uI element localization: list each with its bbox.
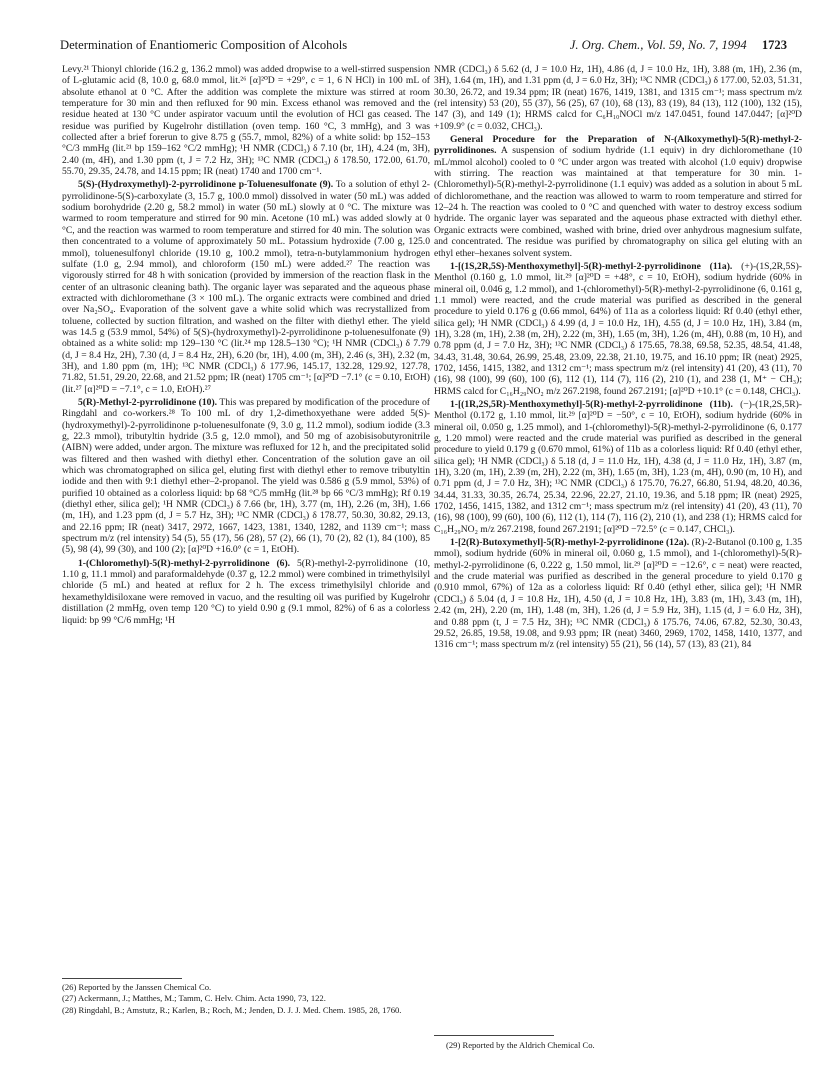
heading-general-procedure: General Procedure for the Preparation of N-(Alkoxymethyl)-5(R)-methyl-2-pyrrolidinones. xyxy=(434,134,802,157)
paragraph-glutamate-esterification: Levy.²¹ Thionyl chloride (16.2 g, 136.2 mmol) was added dropwise to a well-stirred suspension of L-glutamic acid (8, 10.0 g, 68.0 mmol, lit.²⁶ [α]²⁰D = +29°, c = 1, 6 N HCl) in 100 mL of absolute ethanol at 0 °C. After the addition was complete the mixture was stirred at room temperature for 30 min and then refluxed for 90 min. Excess ethanol was removed and the residue heated at 130 °C under aspirator vacuum until the evolution of HCl gas ceased. The residue was purified by Kugelrohr distillation (oven temp. 160 °C, 3 mmHg), and 3 was collected after a brief forerun to give 8.75 g (55.7, mmol, 82%) of a white solid: bp 152–153 °C/3 mmHg (lit.²¹ bp 159–162 °C/2 mmHg); ¹H NMR (CDCl₃) δ 7.10 (br, 1H), 4.24 (m, 3H), 2.40 (m, 4H), and 1.30 ppm (t, J = 7.2 Hz, 3H); ¹³C NMR (CDCl₃) δ 178.50, 172.00, 61.70, 55.70, 29.35, 24.78, and 14.15 ppm; IR (neat) 1740 and 1700 cm⁻¹. xyxy=(62,64,430,178)
body-tosylate-9: To a solution of ethyl 2-pyrrolidinone-5(S)-carboxylate (3, 15.7 g, 100.0 mmol) dissolved in water (50 mL) was added sodium borohydride (2.20 g, 58.2 mmol) in water (50 mL) slowly at 0 °C. The mixture was warmed to room temperature and stirred for 90 min. Acetone (10 mL) was added slowly at 0 °C, and the reaction was warmed to room temperature and stirred for 40 min. The solution was then concentrated to a volume of approximately 50 mL. Potassium hydroxide (7.00 g, 125.0 mmol), toluenesulfonyl chloride (19.10 g, 100.2 mmol), tetra-n-butylammonium hydrogen sulfate (1.0 g, 2.94 mmol), and chloroform (150 mL) were added.²⁷ The reaction was vigorously stirred for 48 h with sonication (provided by immersion of the reaction flask in the center of an ultrasonic cleaning bath). The organic layer was separated and the aqueous phase extracted with dichloromethane (3 × 100 mL). The organic extracts were combined and dried over Na₂SO₄. Evaporation of the solvent gave a white solid which was recrystallized from toluene, collected by suction filtration, and washed on the filter with diethyl ether. The yield was 14.5 g (53.9 mmol, 54%) of 5(S)-(hydroxymethyl)-2-pyrrolidinone p-toluenesulfonate (9) obtained as a white solid: mp 129–130 °C (lit.²⁴ mp 128.5–130 °C); ¹H NMR (CDCl₃) δ 7.79 (d, J = 8.4 Hz, 2H), 7.30 (d, J = 8.4 Hz, 2H), 6.20 (br, 1H), 4.00 (m, 3H), 2.46 (s, 3H), 2.32 (m, 3H), and 1.80 ppm (m, 1H); ¹³C NMR (CDCl₃) δ 177.96, 145.17, 132.28, 129.92, 127.78, 71.82, 51.51, 29.20, 22.68, and 21.52 ppm; IR (neat) 1705 cm⁻¹; [α]²⁰D −7.1° (c = 0.10, EtOH) (lit.²⁷ [α]²⁰D = −7.1°, c = 1.0, EtOH).²⁷ xyxy=(62,179,430,395)
footnote-27: (27) Ackermann, J.; Matthes, M.; Tamm, C. Helv. Chim. Acta 1990, 73, 122. xyxy=(62,993,326,1004)
paragraph-pyrrolidinone-10 xyxy=(62,397,430,556)
body-butoxymethyl-12a: (R)-2-Butanol (0.100 g, 1.35 mmol), sodium hydride (60% in mineral oil, 0.060 g, 1.5 mmol), and 1-(chloromethyl)-5(R)-methyl-2-pyrrolidinone (6, 0.222 g, 1.50 mmol, lit.²⁹ [α]²⁰D = −12.6°, c = neat) were reacted, and the crude material was purified as described in the general procedure to yield 0.170 g (0.910 mmol, 67%) of 12a as a colorless liquid: Rf 0.40 (ethyl ether, silica gel); ¹H NMR (CDCl₃) δ 5.04 (d, J = 10.8 Hz, 1H), 4.50 (d, J = 10.8 Hz, 1H), 3.83 (m, 1H), 3.43 (m, 1H), 2.42 (m, 2H), 2.20 (m, 1H), 1.48 (m, 3H), 1.26 (d, J = 5.9 Hz, 3H), 1.15 (d, J = 6.0 Hz, 3H), and 0.88 ppm (t, J = 7.5 Hz, 3H); ¹³C NMR (CDCl₃) δ 175.76, 74.06, 67.82, 52.30, 30.43, 29.52, 26.85, 19.58, 19.08, and 9.93 ppm; IR (neat) 3460, 2969, 1702, 1458, 1410, 1377, and 1316 cm⁻¹; mass spectrum m/z (rel intensity) 55 (21), 56 (14), 57 (13), 83 (21), 84 xyxy=(434,537,802,651)
body-menthoxymethyl-11a: (+)-(1S,2R,5S)-Menthol (0.160 g, 1.0 mmol, lit.²⁹ [α]²⁰D = +48°, c = 10, EtOH), sodium hydride (60% in mineral oil, 0.046 g, 1.2 mmol), and 1-(chloromethyl)-5(R)-methyl-2-pyrrolidinone (6, 0.161 g, 1.1 mmol) were reacted, and the crude material was purified as described in the general procedure to yield 0.176 g (0.66 mmol, 64%) of 11a as a colorless liquid: Rf 0.40 (ethyl ether, silica gel); ¹H NMR (CDCl₃) δ 4.99 (d, J = 10.0 Hz, 1H), 4.55 (d, J = 10.0 Hz, 1H), 3.84 (m, 1H), 3.28 (m, 1H), 2.38 (m, 2H), 2.22 (m, 3H), 1.65 (m, 3H), 1.26 (m, 4H), 0.88 (m, 10 H), and 0.78 ppm (d, J = 7.0 Hz, 3H); ¹³C NMR (CDCl₃) δ 175.65, 78.38, 69.58, 52.35, 48.54, 41.48, 34.43, 31.48, 30.64, 26.99, 25.48, 23.09, 22.38, 21.10, 19.75, and 16.10 ppm; IR (neat) 2925, 1702, 1456, 1415, 1382, and 1312 cm⁻¹; mass spectrum m/z (rel intensity) 41 (20), 43 (11), 70 (16), 98 (100), 99 (60), 100 (6), 112 (1), 114 (7), 116 (2), 210 (1), and 238 (1, M⁺ − CH₃); HRMS calcd for C₁₆H₂₉NO₂ m/z 267.2198, found 267.2191; [α]²⁰D +10.1° (c = 0.148, CHCl₃). xyxy=(434,260,802,397)
footnotes-right xyxy=(434,1040,802,1050)
body-general-procedure: A suspension of sodium hydride (1.1 equiv) in dry dichloromethane (10 mL/mmol alcohol) cooled to 0 °C under argon was treated with alcohol (1.0 equiv) dropwise with stirring. The reaction was maintained at that temperature for 30 min. 1-(Chloromethyl)-5(R)-methyl-2-pyrrolidinone (1.1 equiv) was added as a solution in about 5 mL of dichloromethane, and the reaction was allowed to warm to room temperature and stirred for 12–24 h. The reaction was cooled to 0 °C and quenched with water to destroy excess sodium hydride. The organic layer was separated and the aqueous phase extracted with diethyl ether. Organic extracts were combined, washed with brine, dried over anhydrous magnesium sulfate, and concentrated. The residue was purified by chromatography on silica gel eluting with an ethyl ether–hexanes solvent system. xyxy=(434,145,802,259)
footnote-divider-left xyxy=(62,978,182,979)
footnote-divider-right xyxy=(434,1035,554,1036)
footnotes-left xyxy=(62,982,430,1016)
paragraph-butoxymethyl-12a xyxy=(434,537,802,650)
paragraph-tosylate-9 xyxy=(62,179,430,395)
paragraph-chloromethyl-6-continued: NMR (CDCl₃) δ 5.62 (d, J = 10.0 Hz, 1H), 4.86 (d, J = 10.0 Hz, 1H), 3.88 (m, 1H), 2.36 (m, 3H), 1.64 (m, 1H), and 1.31 ppm (d, J = 6.0 Hz, 3H); ¹³C NMR (CDCl₃) δ 177.00, 52.03, 51.31, 30.30, 26.72, and 19.34 ppm; IR (neat) 1676, 1419, 1381, and 1315 cm⁻¹; mass spectrum m/z (rel intensity) 53 (20), 55 (37), 56 (25), 67 (10), 68 (13), 83 (19), 84 (13), 112 (100), 132 (15), 147 (3), and 149 (1); HRMS calcd for C₆H₁₀NOCl m/z 147.0451, found 147.0447; [α]²⁰D +109.9° (c = 0.032, CHCl₃). xyxy=(434,64,802,132)
paragraph-menthoxymethyl-11b xyxy=(434,399,802,535)
paragraph-chloromethyl-6 xyxy=(62,558,430,626)
heading-butoxymethyl-12a: 1-[2(R)-Butoxymethyl]-5(R)-methyl-2-pyrrolidinone (12a). xyxy=(450,537,690,549)
footnote-28: (28) Ringdahl, B.; Amstutz, R.; Karlen, B.; Roch, M.; Jenden, D. J. J. Med. Chem. 1985, 28, 1760. xyxy=(62,1004,402,1015)
journal-reference: J. Org. Chem., Vol. 59, No. 7, 1994 xyxy=(569,38,747,52)
heading-pyrrolidinone-10: 5(R)-Methyl-2-pyrrolidinone (10). xyxy=(78,396,218,408)
body-menthoxymethyl-11b: (−)-(1R,2S,5R)-Menthol (0.172 g, 1.10 mmol, lit.²⁹ [α]²⁰D = −50°, c = 10, EtOH), sodium hydride (60% in mineral oil, 0.050 g, 1.25 mmol), and 1-(chloromethyl)-5(R)-methyl-2-pyrrolidinone (6, 0.177 g, 1.20 mmol) were reacted and the crude material was purified as described in the general procedure to yield 0.179 g (0.670 mmol, 61%) of 11b as a colorless liquid: Rf 0.40 (ethyl ether, silica gel); ¹H NMR (CDCl₃) δ 5.18 (d, J = 11.0 Hz, 1H), 4.38 (d, J = 11.0 Hz, 1H), 3.87 (m, 1H), 3.20 (m, 1H), 2.39 (m, 2H), 2.22 (m, 3H), 1.65 (m, 3H), 1.23 (m, 4H), 0.90 (m, 10 H), and 0.71 ppm (d, J = 7.0 Hz, 3H); ¹³C NMR (CDCl₃) δ 175.70, 76.27, 66.80, 51.94, 48.20, 40.36, 34.44, 31.33, 30.35, 26.74, 25.34, 22.96, 22.27, 21.10, 19.36, and 5.18 ppm; IR (neat) 2925, 1702, 1456, 1415, 1382, and 1312 cm⁻¹; mass spectrum m/z (rel intensity) 41 (20), 43 (11), 70 (16), 98 (100), 99 (60), 100 (6), 112 (1), 114 (7), 116 (2), 210 (1), and 238 (1); HRMS calcd for C₁₆H₂₉NO₂ m/z 267.2198, found 267.2191; [α]²⁰D −72.5° (c = 0.147, CHCl₃). xyxy=(434,398,802,535)
paragraph-menthoxymethyl-11a xyxy=(434,261,802,397)
header-right xyxy=(570,38,787,53)
body-chloromethyl-6: 5(R)-methyl-2-pyrrolidinone (10, 1.10 g, 11.1 mmol) and paraformaldehyde (0.37 g, 12.2 mmol) were combined in trimethylsilyl chloride (5 mL) and heated at reflux for 2 h. The excess trimethylsilyl chloride and hexamethyldisiloxane were removed in vacuo, and the resulting oil was purified by Kugelrohr distillation (2 mmHg, oven temp 120 °C) to yield 0.90 g (9.1 mmol, 82%) of 6 as a colorless liquid: bp 99 °C/6 mmHg; ¹H xyxy=(62,557,430,626)
page-number: 1723 xyxy=(761,38,787,52)
page-header xyxy=(60,38,787,58)
heading-menthoxymethyl-11a: 1-[(1S,2R,5S)-Menthoxymethyl]-5(R)-methyl-2-pyrrolidinone (11a). xyxy=(450,260,733,272)
footnote-29: (29) Reported by the Aldrich Chemical Co. xyxy=(446,1040,595,1050)
paragraph-general-procedure xyxy=(434,134,802,259)
running-title: Determination of Enantiomeric Composition of Alcohols xyxy=(60,38,348,52)
left-column xyxy=(62,64,430,970)
body-pyrrolidinone-10: This was prepared by modification of the procedure of Ringdahl and co-workers.²⁸ To 100 mL of dry 1,2-dimethoxyethane were added 5(S)-(hydroxymethyl)-2-pyrrolidinone p-toluenesulfonate (9, 3.0 g, 11.2 mmol), sodium iodide (3.3 g, 22.3 mmol), tributyltin hydride (3.5 g, 12.0 mmol), and 50 mg of azobisisobutyronitrile (AIBN) were added, under argon. The mixture was refluxed for 12 h, and the precipitated solid was filtered and then washed with diethyl ether. Concentration of the solution gave an oil which was chromatographed on silica gel, eluting first with diethyl ether to remove tributyltin iodide and then with 9:1 diethyl ether–2-propanol. The yield was 0.586 g (5.9 mmol, 53%) of purified 10 obtained as a colorless liquid: bp 68 °C/5 mmHg (lit.²⁸ bp 66 °C/3 mmHg); Rf 0.19 (diethyl ether, silica gel); ¹H NMR (CDCl₃) δ 7.66 (br, 1H), 3.77 (m, 1H), 2.26 (m, 3H), 1.66 (m, 1H), and 1.23 ppm (d, J = 5.7 Hz, 3H); ¹³C NMR (CDCl₃) δ 178.77, 50.30, 30.82, 29.13, and 22.16 ppm; IR (neat) 3417, 2972, 1667, 1423, 1381, 1340, 1282, and 1139 cm⁻¹; mass spectrum m/z (rel intensity) 54 (5), 55 (17), 56 (28), 57 (2), 66 (1), 70 (2), 82 (1), 84 (100), 85 (5), 98 (4), 99 (30), and 100 (2); [α]²⁰D +16.0° (c = 1, EtOH). xyxy=(62,396,430,556)
heading-menthoxymethyl-11b: 1-[(1R,2S,5R)-Menthoxymethyl]-5(R)-methyl-2-pyrrolidinone (11b). xyxy=(450,398,733,410)
footnote-26: (26) Reported by the Janssen Chemical Co. xyxy=(62,982,212,992)
heading-chloromethyl-6: 1-(Chloromethyl)-5(R)-methyl-2-pyrrolidinone (6). xyxy=(78,557,291,569)
heading-tosylate-9: 5(S)-(Hydroxymethyl)-2-pyrrolidinone p-Toluenesulfonate (9). xyxy=(78,179,334,191)
right-column xyxy=(434,64,802,1029)
